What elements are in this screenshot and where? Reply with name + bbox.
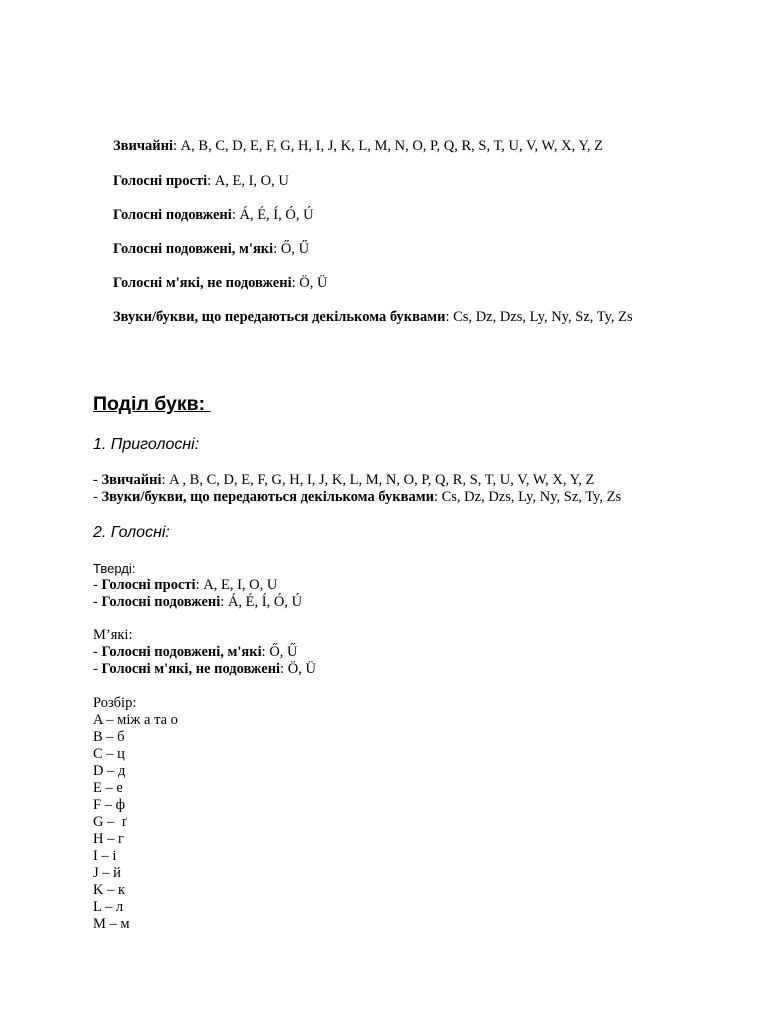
paragraph-value: Á, É, Í, Ó, Ú [239,207,314,223]
breakdown-item: B – б [93,729,125,745]
top-paragraph-long-soft-vowels: Голосні подовжені, м'які: Ő, Ű [113,241,310,257]
section-heading: Поділ букв: [93,393,211,415]
breakdown-label: Розбір: [93,695,137,711]
breakdown-item: A – між а та о [93,712,178,728]
consonants-list [93,472,713,506]
paragraph-label: Звуки/букви, що передаються декількома буквами [113,309,446,325]
list-item: - Звичайні: A , B, C, D, E, F, G, H, I, J, K, L, M, N, O, P, Q, R, S, T, U, V, W, X, Y, Z [93,472,595,488]
paragraph-label: Голосні м'які, не подовжені [113,275,292,291]
paragraph-value: Ö, Ü [299,275,328,291]
paragraph-label: Голосні подовжені, м'які [113,241,274,257]
breakdown-item: F – ф [93,797,125,813]
soft-vowels-label: М’які: [93,627,133,643]
paragraph-label: Голосні подовжені [113,207,232,223]
top-paragraph-long-vowels: Голосні подовжені: Á, É, Í, Ó, Ú [113,207,314,223]
breakdown-list [93,695,713,933]
paragraph-value: Cs, Dz, Dzs, Ly, Ny, Sz, Ty, Zs [453,309,633,325]
breakdown-item: L – л [93,899,124,915]
top-paragraph-regular: Звичайні: A, B, C, D, E, F, G, H, I, J, K, L, M, N, O, P, Q, R, S, T, U, V, W, X, Y, Z [113,138,604,154]
breakdown-item: G – ґ [93,814,127,830]
vowels-subheading: 2. Голосні: [93,524,170,541]
paragraph-label: Звичайні [113,138,174,154]
breakdown-item: I – і [93,848,117,864]
breakdown-item: E – е [93,780,123,796]
top-paragraph-simple-vowels: Голосні прості: A, E, I, O, U [113,173,289,189]
list-item: - Голосні прості: A, E, I, O, U [93,577,278,593]
list-item: - Звуки/букви, що передаються декількома буквами: Cs, Dz, Dzs, Ly, Ny, Sz, Ty, Zs [93,489,622,505]
paragraph-value: A, E, I, O, U [214,173,289,189]
paragraph-value: Ő, Ű [280,241,310,257]
breakdown-item: M – м [93,916,130,932]
breakdown-item: D – д [93,763,126,779]
breakdown-item: J – й [93,865,121,881]
breakdown-item: C – ц [93,746,125,762]
top-paragraph-multi-letter: Звуки/букви, що передаються декількома буквами: Cs, Dz, Dzs, Ly, Ny, Sz, Ty, Zs [113,309,633,325]
list-item: - Голосні подовжені: Á, É, Í, Ó, Ú [93,594,303,610]
paragraph-label: Голосні прості [113,173,208,189]
paragraph-value: A, B, C, D, E, F, G, H, I, J, K, L, M, N, O, P, Q, R, S, T, U, V, W, X, Y, Z [180,138,604,154]
consonants-subheading: 1. Приголосні: [93,436,200,453]
list-item: - Голосні м'які, не подовжені: Ö, Ü [93,661,316,677]
breakdown-item: K – к [93,882,126,898]
hard-vowels-label: Тверді: [93,561,136,576]
soft-vowels-list [93,627,713,678]
top-paragraph-soft-vowels: Голосні м'які, не подовжені: Ö, Ü [113,275,328,291]
breakdown-item: H – г [93,831,124,847]
hard-vowels-list [93,560,713,611]
list-item: - Голосні подовжені, м'які: Ő, Ű [93,644,298,660]
